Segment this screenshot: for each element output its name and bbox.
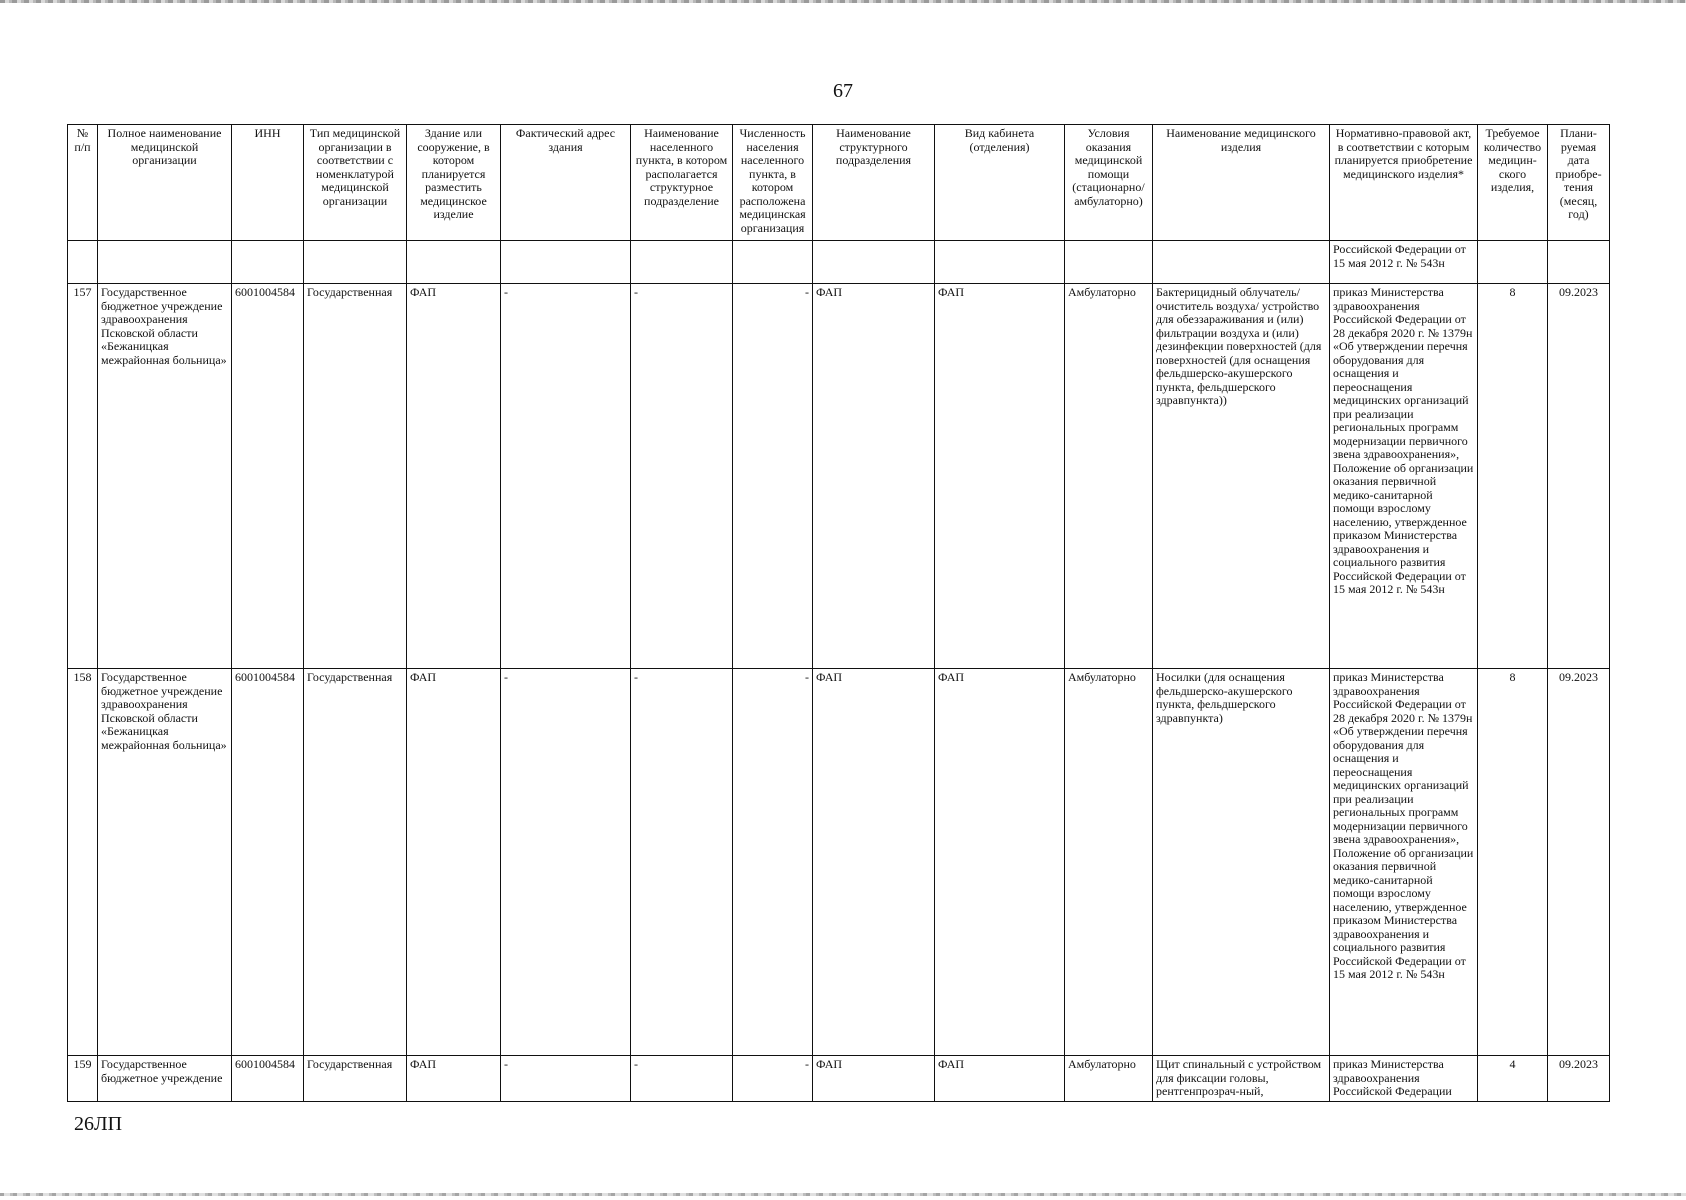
cabinet-cell: ФАП <box>935 284 1065 669</box>
settlement-cell: - <box>631 1056 733 1102</box>
conditions-cell: Амбулаторно <box>1065 1056 1153 1102</box>
quantity-cell: 8 <box>1478 284 1548 669</box>
legal-act-cell: приказ Министерства здравоохранения Российской Федерации от 28 декабря 2020 г. № 1379н «Об утверждении перечня оборудования для оснащения и переоснащения медицинских организаций при реализации региональных программ модернизации первичного звена здравоохранения», Положение об организации оказания первичной медико-санитарной помощи взрослому населению, утвержденное приказом Министерства здравоохранения и социального развития Российской Федерации от 15 мая 2012 г. № 543н <box>1330 669 1478 1056</box>
table-row <box>68 284 1610 669</box>
conditions-cell: Амбулаторно <box>1065 284 1153 669</box>
settlement-cell: - <box>631 284 733 669</box>
header-cell: Условия оказания медицинской помощи (стационарно/ амбулаторно) <box>1065 125 1153 241</box>
row-number: 158 <box>68 669 98 1056</box>
header-cell: Здание или сооружение, в котором планируется разместить медицинское изделие <box>407 125 501 241</box>
row-number: 159 <box>68 1056 98 1102</box>
population-cell: - <box>733 669 813 1056</box>
unit-cell: ФАП <box>813 669 935 1056</box>
organization-name: Государственное бюджетное учреждение здравоохранения Псковской области «Бежаницкая межрайонная больница» <box>98 669 232 1056</box>
legal-act-cell: приказ Министерства здравоохранения Российской Федерации <box>1330 1056 1478 1102</box>
address-cell: - <box>501 284 631 669</box>
device-name-cell: Носилки (для оснащения фельдшерско-акушерского пункта, фельдшерского здравпункта) <box>1153 669 1330 1056</box>
header-cell: Наименование медицинского изделия <box>1153 125 1330 241</box>
org-type-cell: Государственная <box>304 1056 407 1102</box>
header-cell: № п/п <box>68 125 98 241</box>
document-footer-code: 26ЛП <box>74 1113 123 1135</box>
medical-device-table <box>67 124 1610 1102</box>
header-cell: Плани-руемая дата приобре-тения (месяц, год) <box>1548 125 1610 241</box>
scan-edge-top <box>0 0 1686 3</box>
date-cell: 09.2023 <box>1548 1056 1610 1102</box>
device-name-cell: Бактерицидный облучатель/ очиститель воздуха/ устройство для обеззараживания и (или) фильтрации воздуха и (или) дезинфекции поверхностей (для поверхностей (для оснащения фельдшерско-акушерского пункта, фельдшерского здравпункта)) <box>1153 284 1330 669</box>
header-cell: Требуемое количество медицин-ского изделия, <box>1478 125 1548 241</box>
inn-cell: 6001004584 <box>232 1056 304 1102</box>
quantity-cell: 4 <box>1478 1056 1548 1102</box>
header-cell: ИНН <box>232 125 304 241</box>
header-cell: Наименование населенного пункта, в котором располагается структурное подразделение <box>631 125 733 241</box>
table-row <box>68 1056 1610 1102</box>
date-cell: 09.2023 <box>1548 669 1610 1056</box>
page-number: 67 <box>833 80 853 102</box>
unit-cell: ФАП <box>813 284 935 669</box>
legal-act-cell: приказ Министерства здравоохранения Российской Федерации от 28 декабря 2020 г. № 1379н «Об утверждении перечня оборудования для оснащения и переоснащения медицинских организаций при реализации региональных программ модернизации первичного звена здравоохранения», Положение об организации оказания первичной медико-санитарной помощи взрослому населению, утвержденное приказом Министерства здравоохранения и социального развития Российской Федерации от 15 мая 2012 г. № 543н <box>1330 284 1478 669</box>
address-cell: - <box>501 1056 631 1102</box>
header-cell: Фактический адрес здания <box>501 125 631 241</box>
header-cell: Вид кабинета (отделения) <box>935 125 1065 241</box>
organization-name: Государственное бюджетное учреждение здравоохранения Псковской области «Бежаницкая межрайонная больница» <box>98 284 232 669</box>
unit-cell: ФАП <box>813 1056 935 1102</box>
building-cell: ФАП <box>407 1056 501 1102</box>
quantity-cell: 8 <box>1478 669 1548 1056</box>
org-type-cell: Государственная <box>304 284 407 669</box>
organization-name: Государственное бюджетное учреждение <box>98 1056 232 1102</box>
date-cell: 09.2023 <box>1548 284 1610 669</box>
header-cell: Тип медицинской организации в соответствии с номенклатурой медицинской организации <box>304 125 407 241</box>
cabinet-cell: ФАП <box>935 1056 1065 1102</box>
table-row <box>68 669 1610 1056</box>
row-number: 157 <box>68 284 98 669</box>
table-header-row <box>68 125 1610 241</box>
cabinet-cell: ФАП <box>935 669 1065 1056</box>
org-type-cell: Государственная <box>304 669 407 1056</box>
scan-edge-bottom <box>0 1193 1686 1196</box>
header-cell: Наименование структурного подразделения <box>813 125 935 241</box>
building-cell: ФАП <box>407 284 501 669</box>
conditions-cell: Амбулаторно <box>1065 669 1153 1056</box>
population-cell: - <box>733 1056 813 1102</box>
table-row-continuation <box>68 241 1610 284</box>
device-name-cell: Щит спинальный с устройством для фиксации головы, рентгенпрозрач-ный, <box>1153 1056 1330 1102</box>
population-cell: - <box>733 284 813 669</box>
inn-cell: 6001004584 <box>232 669 304 1056</box>
inn-cell: 6001004584 <box>232 284 304 669</box>
address-cell: - <box>501 669 631 1056</box>
building-cell: ФАП <box>407 669 501 1056</box>
header-cell: Нормативно-правовой акт, в соответствии с которым планируется приобретение медицинского изделия* <box>1330 125 1478 241</box>
header-cell: Численность населения населенного пункта, в котором расположена медицинская организация <box>733 125 813 241</box>
header-cell: Полное наименование медицинской организации <box>98 125 232 241</box>
settlement-cell: - <box>631 669 733 1056</box>
legal-act-cell: Российской Федерации от 15 мая 2012 г. № 543н <box>1330 241 1478 284</box>
